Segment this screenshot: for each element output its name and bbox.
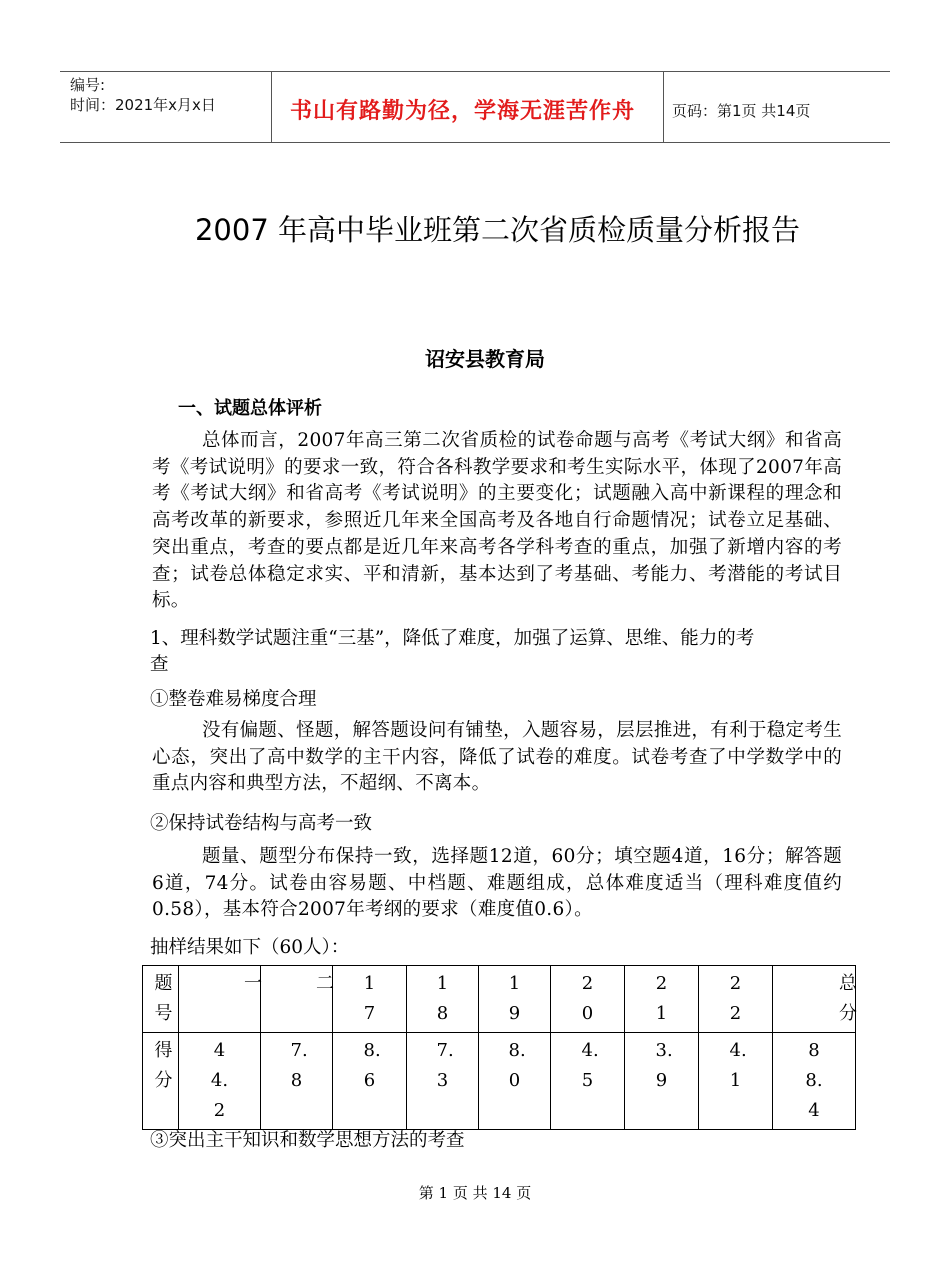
header-bottom-rule (60, 142, 890, 143)
score-cell: 7.8 (261, 1033, 333, 1130)
subheading-structure: ②保持试卷结构与高考一致 (150, 813, 373, 834)
header-divider-left (271, 71, 272, 142)
column-header: 一 (179, 966, 261, 1033)
page-footer: 第 1 页 共 14 页 (418, 1184, 532, 1202)
row-header-score: 得分 (143, 1033, 179, 1130)
header-time-label: 时间：2021年x月x日 (70, 96, 216, 114)
score-cell: 7.3 (407, 1033, 479, 1130)
intro-paragraph: 总体而言，2007年高三第二次省质检的试卷命题与高考《考试大纲》和省高考《考试说明》的要求一致，符合各科教学要求和考生实际水平，体现了2007年高考《考试大纲》和省高考《考试说明》的主要变化；试题融入高中新课程的理念和高考改革的新要求，参照近几年来全国高考及各地自行命题情况；试卷立足基础、突出重点，考查的要点都是近几年来高考各学科考查的重点，加强了新增内容的考查；试卷总体稳定求实、平和清新，基本达到了考基础、考能力、考潜能的考试目标。 (152, 430, 842, 612)
column-header: 19 (479, 966, 551, 1033)
header-divider-right (663, 71, 664, 142)
document-title: 2007 年高中毕业班第二次省质检质量分析报告 (194, 213, 801, 247)
section-heading: 一、试题总体评析 (178, 398, 322, 419)
column-header: 二 (261, 966, 333, 1033)
score-cell: 88.4 (773, 1033, 856, 1130)
column-header: 18 (407, 966, 479, 1033)
score-cell: 8.6 (333, 1033, 407, 1130)
header-number-label: 编号: (70, 76, 106, 94)
score-cell: 4.5 (551, 1033, 625, 1130)
subheading-difficulty: ①整卷难易梯度合理 (150, 689, 317, 710)
column-header: 22 (699, 966, 773, 1033)
subheading-main-knowledge: ③突出主干知识和数学思想方法的考查 (150, 1130, 465, 1151)
score-cell: 8.0 (479, 1033, 551, 1130)
sample-caption: 抽样结果如下（60人）： (150, 937, 350, 958)
column-header: 总分 (773, 966, 856, 1033)
structure-paragraph: 题量、题型分布保持一致，选择题12道，60分；填空题4道，16分；解答题6道，74分。试卷由容易题、中档题、难题组成，总体难度适当（理科难度值约0.58），基本符合2007年考纲的要求（难度值0.6）。 (152, 846, 842, 921)
organization-name: 诏安县教育局 (425, 347, 545, 371)
column-header: 20 (551, 966, 625, 1033)
header-motto: 书山有路勤为径，学海无涯苦作舟 (290, 98, 636, 124)
row-header-question: 题号 (143, 966, 179, 1033)
score-cell: 44.2 (179, 1033, 261, 1130)
difficulty-paragraph: 没有偏题、怪题，解答题设问有铺垫，入题容易，层层推进，有利于稳定考生心态，突出了高中数学的主干内容，降低了试卷的难度。试卷考查了中学数学中的重点内容和典型方法，不超纲、不离本。 (152, 720, 842, 795)
header-page-label: 页码：第1页 共14页 (672, 102, 811, 120)
table-row-score (143, 1033, 856, 1130)
score-cell: 4.1 (699, 1033, 773, 1130)
header-top-rule (60, 71, 890, 72)
point1-line2: 查 (150, 654, 169, 675)
column-header: 17 (333, 966, 407, 1033)
point1-line1: 1、理科数学试题注重“三基”，降低了难度，加强了运算、思维、能力的考 (150, 628, 755, 649)
column-header: 21 (625, 966, 699, 1033)
results-table (142, 965, 856, 1130)
table-row-question (143, 966, 856, 1033)
score-cell: 3.9 (625, 1033, 699, 1130)
